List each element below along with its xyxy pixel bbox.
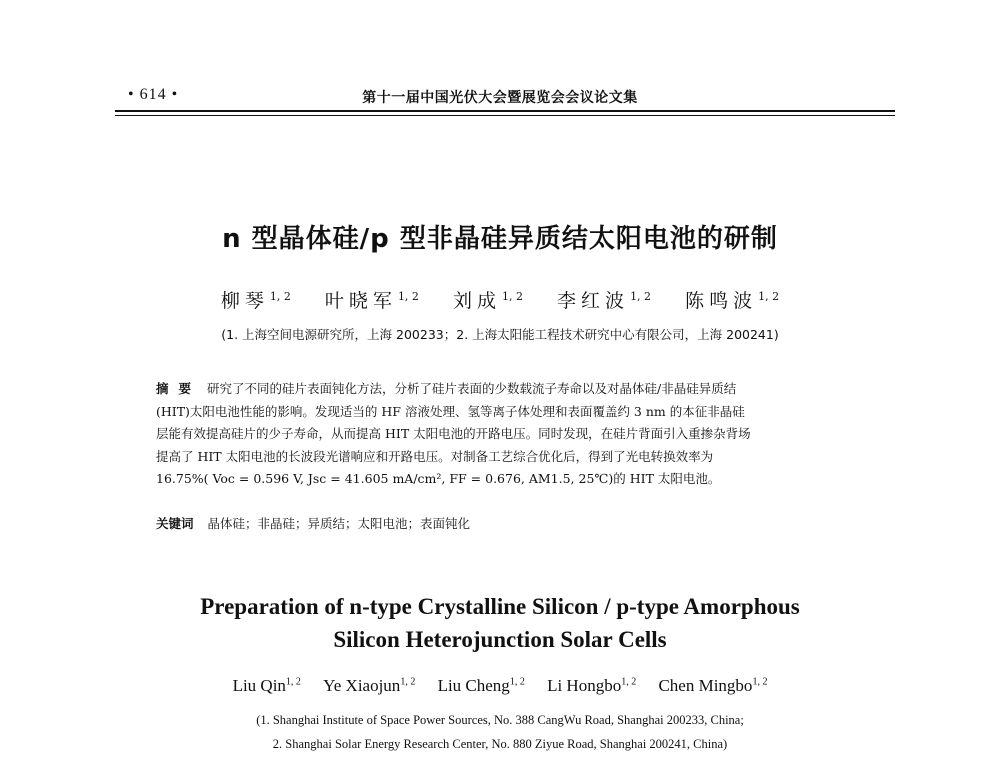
- english-title-line-1: Preparation of n-type Crystalline Silicon / p-type Amorphous: [200, 594, 800, 619]
- keywords-list: 晶体硅；非晶硅；异质结；太阳电池；表面钝化: [207, 516, 471, 531]
- en-author-5: Chen Mingbo$^{1, 2}$: [658, 676, 768, 695]
- chinese-affiliation: (1. 上海空间电源研究所，上海 200233；2. 上海太阳能工程技术研究中心有限公司，上海 200241): [221, 327, 779, 342]
- english-authors: [0, 676, 1000, 696]
- english-affiliation-line-2: 2. Shanghai Solar Energy Research Center, No. 880 Ziyue Road, Shanghai 200241, China): [272, 737, 728, 751]
- chinese-authors: [0, 286, 1000, 313]
- english-affiliation: [0, 708, 1000, 756]
- keywords-label: 关键词: [156, 516, 194, 531]
- abstract-label: 摘要: [156, 381, 202, 396]
- abstract-line-2: (HIT)太阳电池性能的影响。发现适当的 HF 溶液处理、氢等离子体处理和表面覆盖约 3 nm 的本征非晶硅: [156, 403, 745, 419]
- cn-author-4: 李红波$^{1, 2}$: [557, 289, 652, 312]
- abstract-line-1: 摘要 研究了不同的硅片表面钝化方法，分析了硅片表面的少数载流子寿命以及对晶体硅/非晶硅异质结: [156, 381, 737, 396]
- cn-author-2: 叶晓军$^{1, 2}$: [324, 289, 419, 312]
- header-rule-thin: [115, 115, 895, 116]
- english-title-line-2: Silicon Heterojunction Solar Cells: [333, 627, 667, 652]
- english-title: [0, 590, 1000, 656]
- en-author-2: Ye Xiaojun$^{1, 2}$: [323, 676, 416, 695]
- en-author-3: Liu Cheng$^{1, 2}$: [437, 676, 525, 695]
- abstract-line-4: 提高了 HIT 太阳电池的长波段光谱响应和开路电压。对制备工艺综合优化后，得到了光电转换效率为: [156, 448, 714, 464]
- page-number: • 614 •: [128, 86, 179, 103]
- keywords: [156, 513, 862, 535]
- abstract-line-5: 16.75%( Voc = 0.596 V, Jsc = 41.605 mA/cm², FF = 0.676, AM1.5, 25℃)的 HIT 太阳电池。: [156, 471, 721, 486]
- cn-author-5: 陈鸣波$^{1, 2}$: [685, 289, 780, 312]
- chinese-title: n 型晶体硅/p 型非晶硅异质结太阳电池的研制: [222, 224, 778, 254]
- abstract: [156, 378, 862, 491]
- en-author-4: Li Hongbo$^{1, 2}$: [547, 676, 637, 695]
- cn-author-3: 刘成$^{1, 2}$: [452, 289, 523, 312]
- cn-author-1: 柳琴$^{1, 2}$: [220, 289, 291, 312]
- journal-header: 第十一届中国光伏大会暨展览会会议论文集: [362, 90, 638, 106]
- en-author-1: Liu Qin$^{1, 2}$: [232, 676, 301, 695]
- english-affiliation-line-1: (1. Shanghai Institute of Space Power Sources, No. 388 CangWu Road, Shanghai 200233, China;: [256, 713, 744, 727]
- abstract-line-3: 层能有效提高硅片的少子寿命，从而提高 HIT 太阳电池的开路电压。同时发现，在硅片背面引入重掺杂背场: [156, 426, 751, 441]
- header-rule-thick: [115, 110, 895, 112]
